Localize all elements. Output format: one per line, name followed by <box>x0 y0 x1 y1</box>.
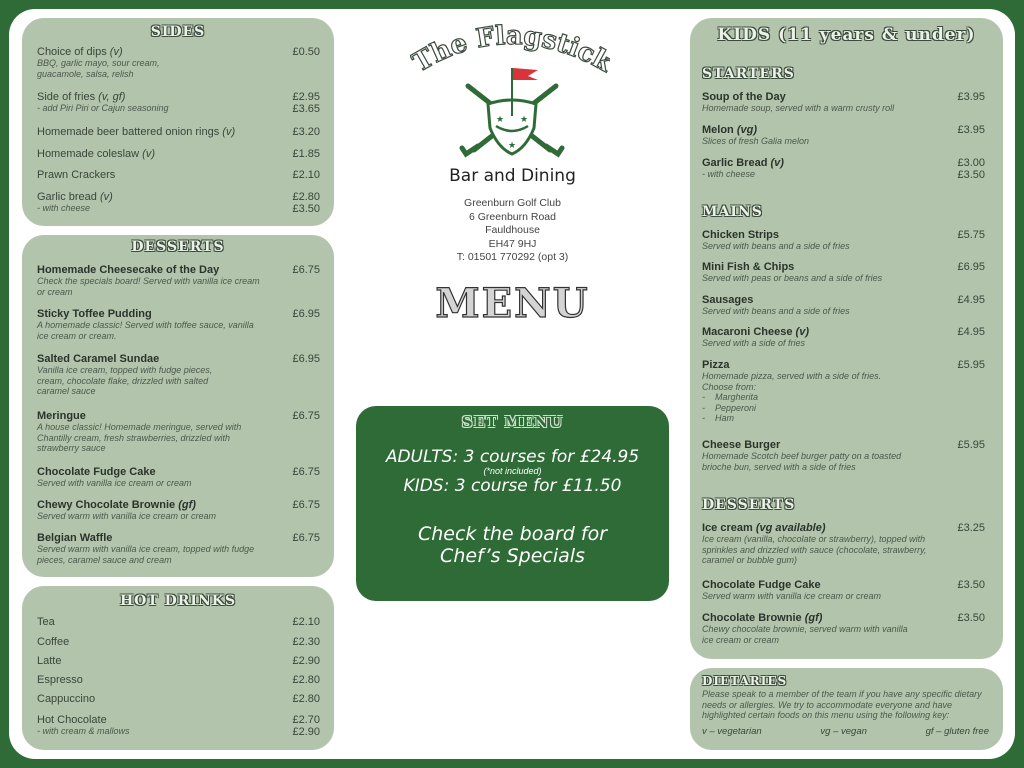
drink-item: Tea £2.10 <box>37 616 320 628</box>
phone-line: T: 01501 770292 (opt 3) <box>456 251 569 263</box>
kids-item: Macaroni Cheese (v) £4.95 Served with a side of fries <box>702 326 985 348</box>
drink-item: Hot Chocolate £2.70 - with cream & mallows £2.90 <box>37 714 320 738</box>
drink-item: Coffee £2.30 <box>37 636 320 648</box>
kids-item: Ice cream (vg available) £3.25 Ice cream (vanilla, chocolate or strawberry), topped with sprinkles and drizzled with sauce (chocolate, strawberry, caramel or bubble gum) <box>702 522 985 565</box>
specials-line-1: Check the board for <box>417 523 608 545</box>
sides-item: Prawn Crackers £2.10 <box>37 169 320 181</box>
sides-item: Side of fries (v, gf) £2.95 - add Piri Piri or Cajun seasoning £3.65 <box>37 91 320 115</box>
kids-panel <box>690 18 1003 659</box>
address-block <box>356 197 669 265</box>
specials-line-2: Chef’s Specials <box>440 545 585 567</box>
set-menu-adults: ADULTS: 3 courses for £24.95 <box>385 447 640 467</box>
kids-item: Chocolate Brownie (gf) £3.50 Chewy chocolate brownie, served warm with vanilla ice cream or cream <box>702 612 985 645</box>
mains-title: MAINS <box>702 204 763 220</box>
dessert-item: Chocolate Fudge Cake £6.75 Served with vanilla ice cream or cream <box>37 466 320 488</box>
key-gluten-free: gf – gluten free <box>925 726 989 737</box>
sides-panel <box>22 18 334 226</box>
dessert-item: Meringue £6.75 A house classic! Homemade meringue, served with Chantilly cream, fresh strawberries, drizzled with strawberry sauce <box>37 410 320 453</box>
dessert-item: Sticky Toffee Pudding £6.95 A homemade classic! Served with toffee sauce, vanilla ice cream or cream. <box>37 308 320 341</box>
key-vegetarian: v – vegetarian <box>702 726 762 737</box>
drink-item: Cappuccino £2.80 <box>37 693 320 705</box>
dessert-item: Belgian Waffle £6.75 Served warm with vanilla ice cream, topped with fudge pieces, caramel sauce and cream <box>37 532 320 565</box>
kids-item: Soup of the Day £3.95 Homemade soup, served with a warm crusty roll <box>702 91 985 113</box>
hot-drinks-panel <box>22 586 334 750</box>
dietaries-text: Please speak to a member of the team if you have any specific dietary needs or allergies. We try to accommodate everyone and have highlighted certain foods on this menu using the following key: <box>702 689 982 720</box>
sides-item: Garlic bread (v) £2.80 - with cheese £3.50 <box>37 191 320 215</box>
dietaries-panel <box>690 668 1003 750</box>
key-vegan: vg – vegan <box>820 726 867 737</box>
kids-item: Chocolate Fudge Cake £3.50 Served warm with vanilla ice cream or cream <box>702 579 985 601</box>
set-menu-title: SET MENU <box>461 413 564 431</box>
dietary-key <box>702 726 989 737</box>
kids-item: Mini Fish & Chips £6.95 Served with peas or beans and a side of fries <box>702 261 985 283</box>
dessert-item: Chewy Chocolate Brownie (gf) £6.75 Served warm with vanilla ice cream or cream <box>37 499 320 521</box>
kids-desserts-title: DESSERTS <box>702 497 796 513</box>
kids-item: Cheese Burger £5.95 Homemade Scotch beef burger patty on a toasted brioche bun, served with a side of fries <box>702 439 985 472</box>
kids-item: Sausages £4.95 Served with beans and a side of fries <box>702 294 985 316</box>
sides-title: SIDES <box>150 24 206 40</box>
kids-title: KIDS (11 years & under) <box>717 25 976 45</box>
starters-title: STARTERS <box>702 66 795 82</box>
kids-item: Garlic Bread (v) £3.00 - with cheese £3.50 <box>702 157 985 181</box>
sides-item: Choice of dips (v) £0.50 BBQ, garlic mayo, sour cream, guacamole, salsa, relish <box>37 46 320 79</box>
desserts-panel <box>22 235 334 577</box>
dietaries-title: DIETARIES <box>702 674 788 688</box>
set-menu-panel <box>356 406 669 601</box>
dessert-item: Homemade Cheesecake of the Day £6.75 Check the specials board! Served with vanilla ice cream or cream <box>37 264 320 297</box>
svg-text:★: ★ <box>496 114 505 124</box>
kids-item: Chicken Strips £5.75 Served with beans and a side of fries <box>702 229 985 251</box>
address-line: 6 Greenburn Road <box>469 210 556 223</box>
address-line: Greenburn Golf Club <box>464 197 561 209</box>
svg-text:★: ★ <box>520 114 529 124</box>
brand-logo <box>410 24 610 164</box>
kids-item: Pizza £5.95 Homemade pizza, served with a side of fries. Choose from: - Margherita - Pepperoni - Ham <box>702 359 985 423</box>
desserts-title: DESSERTS <box>131 239 225 255</box>
svg-text:★: ★ <box>508 140 517 150</box>
menu-title: MENU <box>435 280 590 327</box>
brand-tagline: Bar and Dining <box>449 166 576 186</box>
address-line: Fauldhouse <box>485 224 540 236</box>
dessert-item: Salted Caramel Sundae £6.95 Vanilla ice cream, topped with fudge pieces, cream, chocolate flake, drizzled with salted caramel sauce <box>37 353 320 396</box>
sides-item: Homemade coleslaw (v) £1.85 <box>37 148 320 160</box>
drink-item: Latte £2.90 <box>37 655 320 667</box>
set-menu-note: (*not included) <box>483 466 542 476</box>
sides-item: Homemade beer battered onion rings (v) £3.20 <box>37 126 320 138</box>
kids-item: Melon (vg) £3.95 Slices of fresh Galia melon <box>702 124 985 146</box>
set-menu-kids: KIDS: 3 course for £11.50 <box>403 476 622 496</box>
svg-text:The Flagstick: The Flagstic <box>410 24 600 79</box>
hot-drinks-title: HOT DRINKS <box>119 593 237 609</box>
drink-item: Espresso £2.80 <box>37 674 320 686</box>
address-line: EH47 9HJ <box>488 237 537 250</box>
